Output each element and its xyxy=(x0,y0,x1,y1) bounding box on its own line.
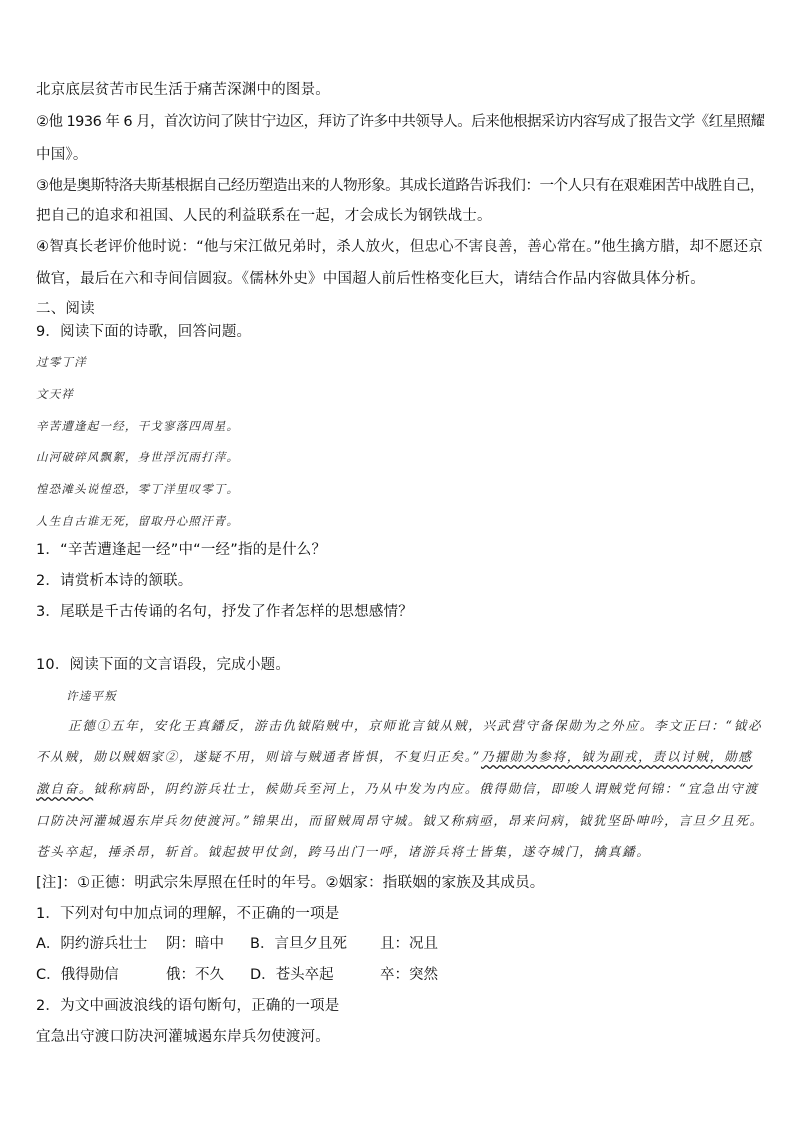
prose-line xyxy=(36,779,759,799)
option-d: D．苍头卒起 xyxy=(250,967,334,983)
poem-author: 文天祥 xyxy=(36,387,75,401)
annotation-note: [注]：①正德：明武宗朱厚照在任时的年号。②姻家：指联姻的家族及其成员。 xyxy=(36,875,545,891)
option-a-answer: 阴：暗中 xyxy=(166,936,224,952)
text-line: 宜急出守渡口防决河灌城遏东岸兵勿使渡河。 xyxy=(36,1029,330,1045)
sub-question: 2．为文中画波浪线的语句断句，正确的一项是 xyxy=(36,998,340,1014)
option-c-answer: 俄：不久 xyxy=(166,967,224,983)
option-a: A．阴约游兵壮士 xyxy=(36,936,148,952)
poem-line: 人生自古谁无死，留取丹心照汗青。 xyxy=(36,514,240,528)
option-d-answer: 卒：突然 xyxy=(380,967,438,983)
text-line: 北京底层贫苦市民生活于痛苦深渊中的图景。 xyxy=(36,82,330,98)
text-line: ②他 1936 年 6 月，首次访问了陕甘宁边区，拜访了许多中共领导人。后来他根据采访内容写成了报告文学《红星照耀 xyxy=(36,114,765,130)
prose-line: 正德①五年，安化王真鐇反，游击仇钺陷贼中，京师讹言钺从贼，兴武营守备保勋为之外应。李文正曰：“钺必 xyxy=(68,718,763,733)
prose-title: 许逵平叛 xyxy=(66,689,117,703)
prose-line: 口防决河灌城遏东岸兵勿使渡河。”锦果出，而留贼周昂守城。钺又称病亟，昂来问病，钺犹坚卧呻吟，言旦夕且死。 xyxy=(36,813,764,828)
section-heading: 二、阅读 xyxy=(36,301,95,317)
wavy-underlined-text: 激自奋。 xyxy=(36,781,94,796)
option-b-answer: 且：况且 xyxy=(380,936,438,952)
sub-question: 2．请赏析本诗的颔联。 xyxy=(36,573,193,589)
option-c: C．俄得勋信 xyxy=(36,967,119,983)
question-heading: 10．阅读下面的文言语段，完成小题。 xyxy=(36,657,291,673)
prose-line xyxy=(36,747,753,767)
text-line: 做官，最后在六和寺间信圆寂。《儒林外史》中国超人前后性格变化巨大，请结合作品内容做具体分析。 xyxy=(36,271,705,287)
poem-title: 过零丁洋 xyxy=(36,355,87,369)
poem-line: 辛苦遭逢起一经，干戈寥落四周星。 xyxy=(36,419,240,433)
text-line: 中国》。 xyxy=(36,147,88,163)
option-b: B．言旦夕且死 xyxy=(250,936,347,952)
text-line: ③他是奥斯特洛夫斯基根据自己经历塑造出来的人物形象。其成长道路告诉我们：一个人只有在艰难困苦中战胜自己， xyxy=(36,178,764,194)
prose-text: 不从贼，勋以贼姻家②，遂疑不用，则谙与贼通者皆惧，不复归正矣。” xyxy=(36,749,481,764)
text-line: ④智真长老评价他时说：“他与宋江做兄弟时，杀人放火，但忠心不害良善，善心常在。”他生擒方腊，却不愿还京 xyxy=(36,239,763,255)
text-line: 把自己的追求和祖国、人民的利益联系在一起，才会成长为钢铁战士。 xyxy=(36,208,492,224)
question-heading: 9．阅读下面的诗歌，回答问题。 xyxy=(36,324,252,340)
sub-question: 3．尾联是千古传诵的名句，抒发了作者怎样的思想感情？ xyxy=(36,604,413,620)
prose-line: 苍头卒起，捶杀昂，斩首。钺起披甲仗剑，跨马出门一呼，诸游兵将士皆集，遂夺城门，擒真鐇。 xyxy=(36,844,651,859)
sub-question: 1．“辛苦遭逢起一经”中“一经”指的是什么？ xyxy=(36,542,327,558)
poem-line: 山河破碎风飘絮，身世浮沉雨打萍。 xyxy=(36,450,240,464)
wavy-underlined-text: 乃擢勋为参将，钺为副戎，责以讨贼，勋感 xyxy=(480,749,753,764)
prose-text: 钺称病卧，阴约游兵壮士，候勋兵至河上，乃从中发为内应。俄得勋信，即唆人谓贼党何锦：“宜急出守渡 xyxy=(93,781,759,796)
poem-line: 惶恐滩头说惶恐，零丁洋里叹零丁。 xyxy=(36,482,240,496)
sub-question: 1．下列对句中加点词的理解，不正确的一项是 xyxy=(36,906,340,922)
